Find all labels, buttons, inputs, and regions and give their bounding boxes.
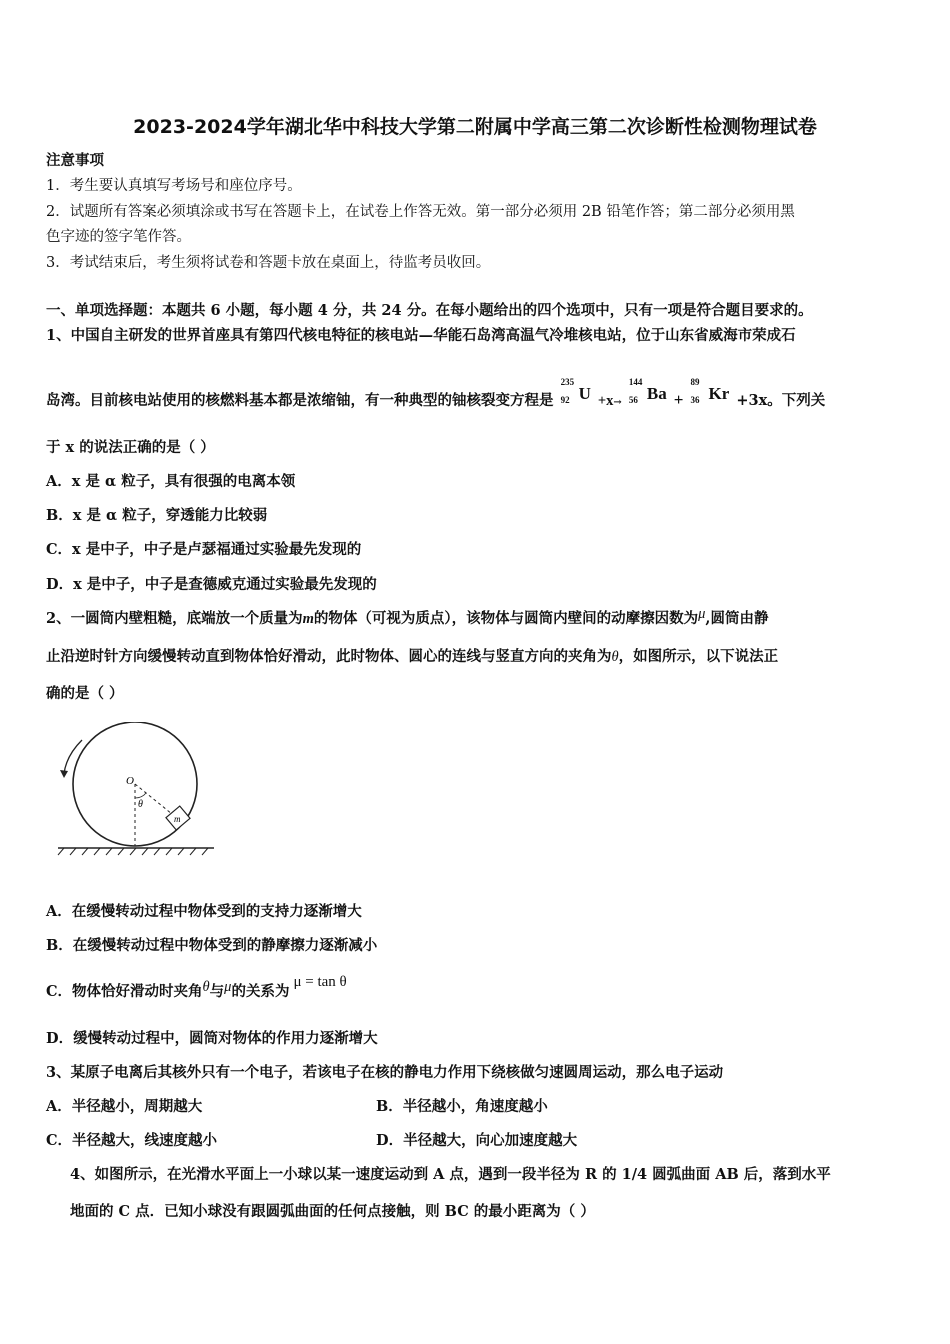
reaction-arrow: → <box>613 397 622 408</box>
rotating-cylinder-figure <box>54 722 224 862</box>
q2-stem-line1 <box>46 606 769 629</box>
q2-line1-pre: 2、一圆筒内壁粗糙，底端放一个质量为 <box>46 610 303 627</box>
notice-heading: 注意事项 <box>46 152 104 169</box>
kr-symbol: Kr <box>708 384 730 403</box>
center-label: O <box>126 775 134 787</box>
q1-stem-line1: 1、中国自主研发的世界首座具有第四代核电特征的核电站—华能石岛湾高温气冷堆核电站，位于山东省威海市荣成石 <box>46 327 796 344</box>
q1-option-a: A．x 是 α 粒子，具有很强的电离本领 <box>46 473 296 490</box>
rotation-arrow-icon <box>60 770 68 778</box>
q1-option-c: C．x 是中子，中子是卢瑟福通过实验最先发现的 <box>46 541 362 558</box>
ba-mass: 144 <box>628 377 643 387</box>
q2-line1-mid: 的物体（可视为质点），该物体与圆筒内壁间的动摩擦因数为 <box>313 610 699 627</box>
q3-option-c: C．半径越大，线速度越小 <box>46 1132 218 1149</box>
q2-stem-line3: 确的是（ ） <box>46 685 124 702</box>
mu-tan-theta-formula: μ = tan θ <box>293 974 347 990</box>
ba-symbol: Ba <box>646 384 667 403</box>
q2-optc-mid2: 的关系为 <box>231 983 290 1000</box>
mu-symbol-c: μ <box>224 979 232 995</box>
q1-line2-post: +3x。下列关 <box>736 392 826 409</box>
q4-stem-line2: 地面的 C 点．已知小球没有跟圆弧曲面的任何点接触，则 BC 的最小距离为（ ） <box>70 1203 595 1220</box>
theta-symbol-c: θ <box>202 979 210 995</box>
notice-item-1: 1．考生要认真填写考场号和座位序号。 <box>46 178 302 194</box>
q3-option-d: D．半径越大，向心加速度越大 <box>376 1132 578 1149</box>
theta-symbol: θ <box>611 649 619 665</box>
q2-optc-pre: C．物体恰好滑动时夹角 <box>46 983 203 1000</box>
q2-option-d: D．缓慢转动过程中，圆筒对物体的作用力逐渐增大 <box>46 1030 378 1047</box>
q2-line1-post: ,圆筒由静 <box>705 610 769 627</box>
q1-stem-line3: 于 x 的说法正确的是（ ） <box>46 439 215 456</box>
q2-optc-mid1: 与 <box>209 983 225 1000</box>
q2-stem-line2 <box>46 648 778 667</box>
notice-item-2: 2．试题所有答案必须填涂或书写在答题卡上，在试卷上作答无效。第一部分必须用 2B 铅笔作答；第二部分必须用黑 <box>46 204 795 220</box>
page-title: 2023-2024学年湖北华中科技大学第二附属中学高三第二次诊断性检测物理试卷 <box>133 116 817 138</box>
u-number: 92 <box>560 395 570 405</box>
mass-symbol: m <box>302 611 314 627</box>
u-symbol: U <box>578 384 591 403</box>
q3-stem: 3、某原子电离后其核外只有一个电子，若该电子在核的静电力作用下绕核做匀速圆周运动，那么电子运动 <box>46 1064 724 1081</box>
q4-stem-line1: 4、如图所示，在光滑水平面上一小球以某一速度运动到 A 点，遇到一段半径为 R 的 1/4 圆弧曲面 AB 后，落到水平 <box>70 1166 831 1183</box>
q2-line2-pre: 止沿逆时针方向缓慢转动直到物体恰好滑动，此时物体、圆心的连线与竖直方向的夹角为 <box>46 648 612 665</box>
ground-hatching <box>58 848 208 855</box>
notice-item-2-cont: 色字迹的签字笔作答。 <box>46 229 191 245</box>
q2-line2-post: ，如图所示，以下说法正 <box>618 648 779 665</box>
uranium-nuclide <box>560 377 591 411</box>
krypton-nuclide <box>690 377 730 411</box>
q2-option-b: B．在缓慢转动过程中物体受到的静摩擦力逐渐减小 <box>46 937 378 954</box>
mu-symbol: μ <box>698 606 706 622</box>
q1-option-d: D．x 是中子，中子是查德威克通过实验最先发现的 <box>46 576 377 593</box>
q1-line2-pre: 岛湾。目前核电站使用的核燃料基本都是浓缩铀，有一种典型的铀核裂变方程是 <box>46 392 554 409</box>
q2-option-c <box>46 974 347 1003</box>
q1-option-b: B．x 是 α 粒子，穿透能力比较弱 <box>46 507 268 524</box>
ba-number: 56 <box>628 395 638 405</box>
barium-nuclide <box>628 377 667 411</box>
q3-option-b: B．半径越小，角速度越小 <box>376 1098 548 1115</box>
kr-number: 36 <box>690 395 700 405</box>
block-label: m <box>174 814 181 824</box>
plus-sign: + <box>673 390 684 409</box>
section-heading: 一、单项选择题：本题共 6 小题，每小题 4 分，共 24 分。在每小题给出的四个选项中，只有一项是符合题目要求的。 <box>46 302 813 319</box>
kr-mass: 89 <box>690 377 700 387</box>
u-mass: 235 <box>560 377 575 387</box>
q2-option-a: A．在缓慢转动过程中物体受到的支持力逐渐增大 <box>46 903 362 920</box>
angle-arc <box>135 793 146 798</box>
notice-item-3: 3．考试结束后，考生须将试卷和答题卡放在桌面上，待监考员收回。 <box>46 255 491 271</box>
plus-x: +x <box>597 393 614 409</box>
q1-stem-line2 <box>46 377 826 411</box>
angle-label: θ <box>138 799 143 810</box>
q3-option-a: A．半径越小，周期越大 <box>46 1098 203 1115</box>
